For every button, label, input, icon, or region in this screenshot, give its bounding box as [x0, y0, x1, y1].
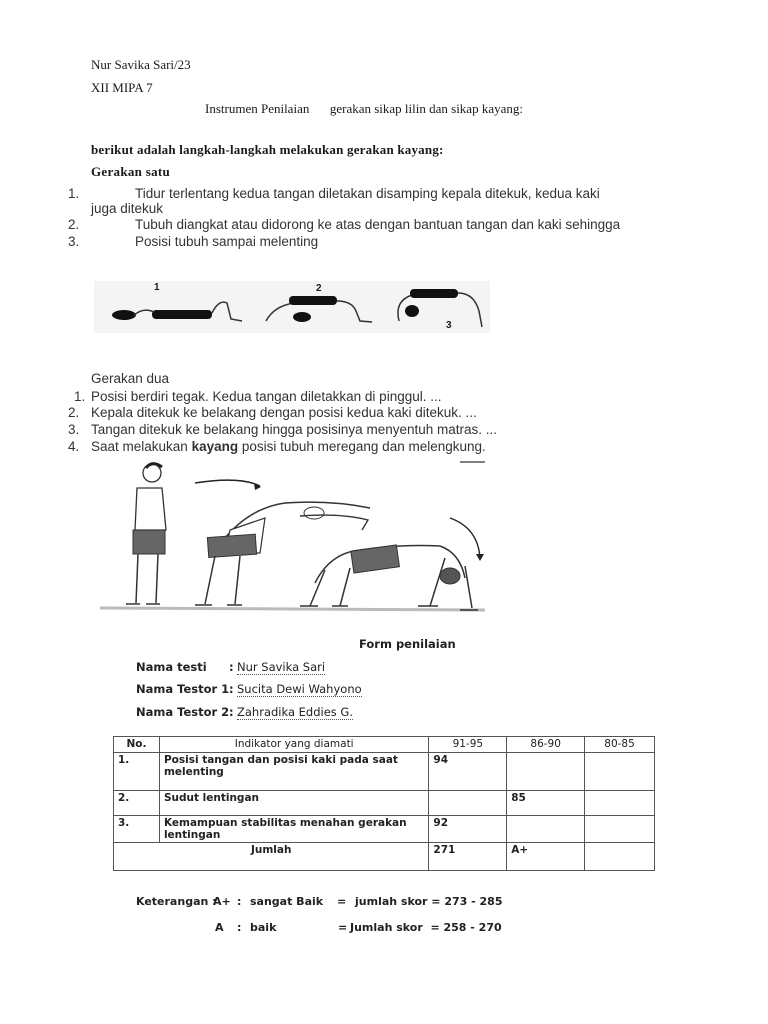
field-testor2-value: Zahradika Eddies G.	[237, 705, 353, 719]
document-title	[205, 101, 523, 117]
row-indikator: Kemampuan stabilitas menahan gerakan lentingan	[159, 816, 428, 843]
step2-3-number: 3.	[68, 422, 80, 437]
grade-a-rule: Jumlah skor = 258 - 270	[350, 921, 502, 934]
grade-a-plus: A+	[213, 895, 231, 908]
kayang-standing-illustration	[100, 458, 500, 618]
student-name: Nur Savika Sari/23	[91, 57, 191, 72]
total-91-95: 271	[429, 843, 507, 871]
total-80-85	[585, 843, 655, 871]
row-no: 1.	[114, 753, 160, 791]
step2-4-bold: kayang	[191, 439, 239, 454]
header-91-95: 91-95	[429, 737, 507, 753]
table-row	[114, 816, 655, 843]
step2-2-text: Kepala ditekuk ke belakang dengan posisi kedua kaki ditekuk. ...	[91, 405, 477, 420]
step-1-text: Tidur terlentang kedua tangan diletakan disamping kepala ditekuk, kedua kaki	[135, 186, 600, 201]
grade-a-plus-eq: =	[337, 895, 347, 908]
title-part-2: gerakan sikap lilin dan sikap kayang:	[329, 101, 523, 116]
row-score-80-85	[585, 791, 655, 816]
table-row	[114, 753, 655, 791]
row-score-80-85	[585, 753, 655, 791]
kayang-standing-figure	[100, 458, 500, 618]
row-score-86-90: 85	[507, 791, 585, 816]
pose-label-3: 3	[446, 320, 452, 331]
step-1-continuation: juga ditekuk	[91, 201, 164, 216]
row-score-91-95	[429, 791, 507, 816]
pose-label-1: 1	[154, 282, 160, 293]
section-intro: berikut adalah langkah-langkah melakukan gerakan kayang:	[91, 142, 444, 157]
step-3-number: 3.	[68, 234, 80, 249]
row-score-86-90	[507, 753, 585, 791]
header-indikator: Indikator yang diamati	[159, 737, 428, 753]
total-grade: A+	[507, 843, 585, 871]
row-no: 3.	[114, 816, 160, 843]
step-2-text: Tubuh diangkat atau didorong ke atas dengan bantuan tangan dan kaki sehingga	[135, 217, 621, 232]
step-3-text: Posisi tubuh sampai melenting	[135, 234, 319, 249]
row-indikator: Posisi tangan dan posisi kaki pada saat melenting	[159, 753, 428, 791]
table-header-row	[114, 737, 655, 753]
form-title: Form penilaian	[359, 637, 456, 651]
row-indikator: Sudut lentingan	[159, 791, 428, 816]
table-total-row	[114, 843, 655, 871]
grade-a: A	[215, 921, 224, 934]
field-testor2-label: Nama Testor 2	[136, 705, 230, 719]
field-testor1-label: Nama Testor 1	[136, 682, 230, 696]
step-2-number: 2.	[68, 217, 80, 232]
step2-1-number: 1.	[74, 389, 86, 404]
row-score-91-95: 92	[429, 816, 507, 843]
grade-a-sep: :	[237, 921, 242, 934]
grade-a-eq: =	[338, 921, 348, 934]
field-testi-sep: :	[229, 660, 234, 674]
field-testi-value: Nur Savika Sari	[237, 660, 326, 674]
header-86-90: 86-90	[507, 737, 585, 753]
step2-4-pre: Saat melakukan	[91, 439, 192, 454]
field-testi-label: Nama testi	[136, 660, 207, 674]
section-2-heading: Gerakan dua	[91, 371, 170, 386]
header-80-85: 80-85	[585, 737, 655, 753]
step2-4-text	[91, 439, 486, 454]
table-row	[114, 791, 655, 816]
field-testor2-sep: :	[229, 705, 234, 719]
keterangan-label: Keterangan :	[136, 895, 217, 908]
step2-1-text: Posisi berdiri tegak. Kedua tangan diletakkan di pinggul. ...	[91, 389, 442, 404]
row-score-86-90	[507, 816, 585, 843]
step-1-number: 1.	[68, 186, 80, 201]
grade-a-plus-desc: sangat Baik	[250, 895, 324, 908]
title-part-1: Instrumen Penilaian	[205, 101, 310, 116]
score-table	[113, 736, 655, 871]
row-score-91-95: 94	[429, 753, 507, 791]
row-score-80-85	[585, 816, 655, 843]
pose-label-2: 2	[316, 283, 322, 294]
step2-4-number: 4.	[68, 439, 80, 454]
field-testor1-sep: :	[229, 682, 234, 696]
header-no: No.	[114, 737, 160, 753]
grade-a-desc: baik	[250, 921, 277, 934]
kayang-sequence-figure	[94, 281, 490, 333]
step2-2-number: 2.	[68, 405, 80, 420]
field-testor1-value: Sucita Dewi Wahyono	[237, 682, 362, 696]
student-class: XII MIPA 7	[91, 80, 153, 95]
section-1-heading: Gerakan satu	[91, 164, 171, 179]
step2-4-post: posisi tubuh meregang dan melengkung.	[238, 439, 486, 454]
grade-a-plus-sep: :	[237, 895, 242, 908]
step2-3-text: Tangan ditekuk ke belakang hingga posisinya menyentuh matras. ...	[91, 422, 498, 437]
grade-a-plus-rule: jumlah skor = 273 - 285	[355, 895, 503, 908]
row-no: 2.	[114, 791, 160, 816]
total-label: Jumlah	[114, 843, 429, 871]
